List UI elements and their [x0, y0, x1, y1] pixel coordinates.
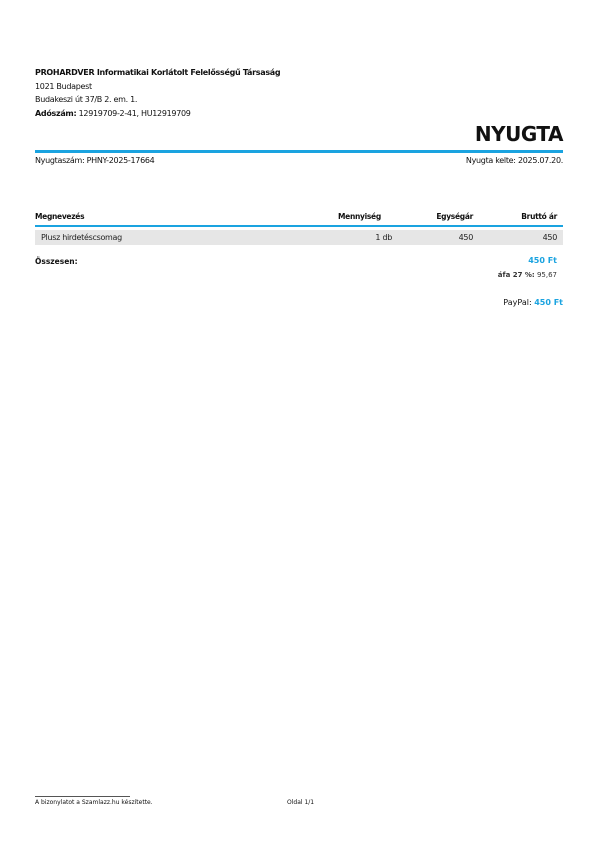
company-city: 1021 Budapest [35, 81, 92, 91]
company-tax [35, 107, 280, 121]
total-amount: 450 Ft [528, 256, 557, 265]
payment-method: PayPal: [503, 298, 532, 307]
col-header-unit-price: Egységár [436, 212, 473, 221]
header-divider [35, 150, 563, 153]
footer-divider [35, 796, 130, 797]
vat-value: 95,67 [536, 271, 557, 279]
vat-line [498, 271, 557, 279]
company-name: PROHARDVER Informatikai Korlátolt Felelősségű Társaság [35, 68, 281, 77]
footer-note: A bizonylatot a Szamlazz.hu készítette. [35, 799, 153, 806]
receipt-date: Nyugta kelte: 2025.07.20. [465, 156, 563, 165]
payment-amount: 450 Ft [534, 298, 563, 307]
row-item-unit-price: 450 [458, 233, 473, 242]
payment-line [503, 298, 563, 307]
receipt-number: Nyugtaszám: PHNY-2025-17664 [35, 156, 155, 165]
company-block [35, 66, 280, 120]
row-item-gross: 450 [542, 233, 557, 242]
table-header-divider [35, 225, 563, 227]
company-street: Budakeszi út 37/B 2. em. 1. [35, 95, 138, 104]
row-item-name: Plusz hirdetéscsomag [41, 233, 122, 242]
footer-page-number: Oldal 1/1 [287, 799, 315, 806]
vat-label: áfa 27 %: [497, 271, 535, 279]
total-label: Összesen: [35, 257, 78, 266]
tax-value: 12919709-2-41, HU12919709 [78, 108, 191, 118]
row-item-qty: 1 db [375, 233, 392, 242]
tax-label: Adószám: [35, 108, 77, 118]
col-header-name: Megnevezés [35, 212, 85, 221]
col-header-gross: Bruttó ár [521, 212, 557, 221]
col-header-qty: Mennyiség [338, 212, 381, 221]
document-title: NYUGTA [474, 122, 563, 146]
